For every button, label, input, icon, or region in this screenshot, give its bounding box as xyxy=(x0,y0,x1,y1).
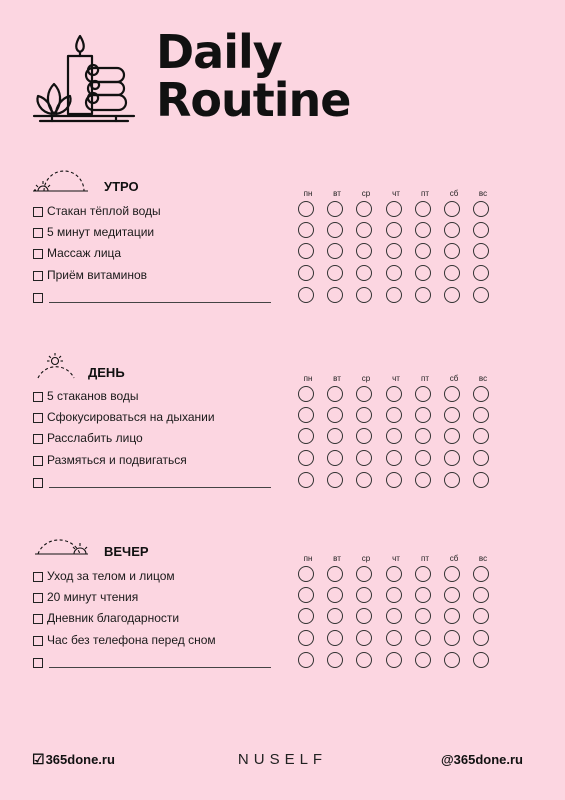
footer-handle[interactable]: @365done.ru xyxy=(440,752,523,767)
write-in-line[interactable] xyxy=(49,302,271,303)
day-circle[interactable] xyxy=(415,265,431,281)
task-row xyxy=(33,246,503,266)
task-label: Стакан тёплой воды xyxy=(47,204,161,218)
day-circle[interactable] xyxy=(327,608,343,624)
section-title-evening: ВЕЧЕР xyxy=(104,544,149,559)
day-circle[interactable] xyxy=(298,608,314,624)
section-morning xyxy=(0,165,565,305)
day-circle[interactable] xyxy=(415,407,431,423)
task-row-blank xyxy=(33,655,503,675)
task-label: Уход за телом и лицом xyxy=(47,569,175,583)
day-circle[interactable] xyxy=(327,265,343,281)
day-circle[interactable] xyxy=(327,407,343,423)
task-row-blank xyxy=(33,290,503,310)
task-checkbox[interactable] xyxy=(33,392,43,402)
day-label: пн xyxy=(303,374,313,383)
spa-illustration-icon xyxy=(30,32,140,127)
day-circle[interactable] xyxy=(386,587,402,603)
day-label: чт xyxy=(392,374,400,383)
day-circle[interactable] xyxy=(444,287,460,303)
day-circle[interactable] xyxy=(415,587,431,603)
day-circle[interactable] xyxy=(473,222,489,238)
day-circle[interactable] xyxy=(298,428,314,444)
day-circle[interactable] xyxy=(298,243,314,259)
day-circle[interactable] xyxy=(356,587,372,603)
day-circle[interactable] xyxy=(444,472,460,488)
checkmark-box-icon: ☑ xyxy=(32,751,45,767)
day-circle[interactable] xyxy=(386,652,402,668)
day-label: вс xyxy=(478,554,488,563)
day-circle[interactable] xyxy=(327,386,343,402)
day-circle[interactable] xyxy=(386,608,402,624)
day-label: сб xyxy=(449,374,459,383)
day-circle[interactable] xyxy=(444,222,460,238)
day-label: пн xyxy=(303,554,313,563)
day-circle[interactable] xyxy=(473,407,489,423)
day-header-row xyxy=(296,189,496,201)
task-checkbox[interactable] xyxy=(33,228,43,238)
task-row xyxy=(33,633,503,653)
day-circle[interactable] xyxy=(415,243,431,259)
task-checkbox[interactable] xyxy=(33,434,43,444)
task-row xyxy=(33,410,503,430)
day-circle[interactable] xyxy=(473,287,489,303)
write-in-line[interactable] xyxy=(49,487,271,488)
task-label: Сфокусироваться на дыхании xyxy=(47,410,215,424)
task-row xyxy=(33,204,503,224)
day-label: вт xyxy=(333,374,341,383)
day-circle[interactable] xyxy=(444,243,460,259)
task-label: Час без телефона перед сном xyxy=(47,633,216,647)
task-label: Расслабить лицо xyxy=(47,431,143,445)
day-circle[interactable] xyxy=(298,386,314,402)
day-circle[interactable] xyxy=(327,472,343,488)
footer-site-label: 365done.ru xyxy=(45,752,115,767)
day-circle[interactable] xyxy=(386,472,402,488)
day-header-row xyxy=(296,374,496,386)
task-row xyxy=(33,590,503,610)
task-label: 20 минут чтения xyxy=(47,590,139,604)
day-label: чт xyxy=(392,554,400,563)
task-row xyxy=(33,453,503,473)
day-circle[interactable] xyxy=(444,428,460,444)
day-label: ср xyxy=(361,374,371,383)
day-circle[interactable] xyxy=(356,287,372,303)
day-circle[interactable] xyxy=(298,587,314,603)
task-checkbox[interactable] xyxy=(33,456,43,466)
sunset-icon xyxy=(30,530,92,560)
day-circle[interactable] xyxy=(473,265,489,281)
task-label: Дневник благодарности xyxy=(47,611,180,625)
day-circle[interactable] xyxy=(356,407,372,423)
day-circle[interactable] xyxy=(356,386,372,402)
day-circle[interactable] xyxy=(415,222,431,238)
section-day xyxy=(0,350,565,490)
day-circle[interactable] xyxy=(444,608,460,624)
day-circle[interactable] xyxy=(444,386,460,402)
day-circle[interactable] xyxy=(473,608,489,624)
day-circle[interactable] xyxy=(473,566,489,582)
page-title-line1: Daily xyxy=(156,25,282,79)
task-checkbox[interactable] xyxy=(33,614,43,624)
write-in-line[interactable] xyxy=(49,667,271,668)
day-circle[interactable] xyxy=(327,652,343,668)
day-circle[interactable] xyxy=(327,428,343,444)
day-circle[interactable] xyxy=(386,450,402,466)
day-circle[interactable] xyxy=(473,201,489,217)
day-circle[interactable] xyxy=(298,450,314,466)
day-circle[interactable] xyxy=(386,428,402,444)
task-checkbox[interactable] xyxy=(33,249,43,259)
task-checkbox[interactable] xyxy=(33,478,43,488)
day-circle[interactable] xyxy=(415,201,431,217)
day-circle[interactable] xyxy=(386,630,402,646)
task-checkbox[interactable] xyxy=(33,207,43,217)
day-circle[interactable] xyxy=(444,630,460,646)
day-label: сб xyxy=(449,189,459,198)
day-circle[interactable] xyxy=(386,386,402,402)
day-circle[interactable] xyxy=(386,222,402,238)
day-circle[interactable] xyxy=(356,472,372,488)
day-circle[interactable] xyxy=(327,201,343,217)
day-circle[interactable] xyxy=(356,566,372,582)
day-circle[interactable] xyxy=(327,566,343,582)
sun-icon xyxy=(30,350,92,380)
day-circle[interactable] xyxy=(327,450,343,466)
task-label: Приём витаминов xyxy=(47,268,148,282)
task-checkbox[interactable] xyxy=(33,593,43,603)
day-circle[interactable] xyxy=(415,566,431,582)
day-circle[interactable] xyxy=(386,243,402,259)
day-label: пт xyxy=(421,554,429,563)
section-title-day: ДЕНЬ xyxy=(88,365,125,380)
day-circle[interactable] xyxy=(356,652,372,668)
day-circle[interactable] xyxy=(327,287,343,303)
day-label: вт xyxy=(333,189,341,198)
day-circle[interactable] xyxy=(415,608,431,624)
day-circle[interactable] xyxy=(298,265,314,281)
day-label: вс xyxy=(478,374,488,383)
day-circle[interactable] xyxy=(327,630,343,646)
task-row xyxy=(33,225,503,245)
task-row xyxy=(33,611,503,631)
section-evening xyxy=(0,530,565,670)
day-circle[interactable] xyxy=(415,472,431,488)
task-row xyxy=(33,569,503,589)
day-circle[interactable] xyxy=(356,201,372,217)
day-label: пт xyxy=(421,374,429,383)
task-row-blank xyxy=(33,475,503,495)
day-circle[interactable] xyxy=(444,566,460,582)
brand-logo: NUSELF xyxy=(237,751,328,768)
day-circle[interactable] xyxy=(415,450,431,466)
day-circle[interactable] xyxy=(356,608,372,624)
day-circle[interactable] xyxy=(356,243,372,259)
day-label: ср xyxy=(361,189,371,198)
day-circle[interactable] xyxy=(473,243,489,259)
task-checkbox[interactable] xyxy=(33,413,43,423)
day-label: вт xyxy=(333,554,341,563)
task-label: Размяться и подвигаться xyxy=(47,453,187,467)
day-circle[interactable] xyxy=(298,201,314,217)
day-circle[interactable] xyxy=(298,472,314,488)
day-label: вс xyxy=(478,189,488,198)
day-circle[interactable] xyxy=(473,630,489,646)
day-circle[interactable] xyxy=(327,243,343,259)
day-circle[interactable] xyxy=(473,450,489,466)
task-label: Массаж лица xyxy=(47,246,122,260)
day-circle[interactable] xyxy=(473,386,489,402)
day-circle[interactable] xyxy=(356,265,372,281)
section-title-morning: УТРО xyxy=(104,179,139,194)
day-circle[interactable] xyxy=(473,472,489,488)
day-header-row xyxy=(296,554,496,566)
day-circle[interactable] xyxy=(386,265,402,281)
day-circle[interactable] xyxy=(356,428,372,444)
day-circle[interactable] xyxy=(298,566,314,582)
day-circle[interactable] xyxy=(444,652,460,668)
day-circle[interactable] xyxy=(444,450,460,466)
day-label: чт xyxy=(392,189,400,198)
day-circle[interactable] xyxy=(415,287,431,303)
day-circle[interactable] xyxy=(327,222,343,238)
day-circle[interactable] xyxy=(473,587,489,603)
day-circle[interactable] xyxy=(444,587,460,603)
page-title xyxy=(156,25,351,127)
day-circle[interactable] xyxy=(444,407,460,423)
day-circle[interactable] xyxy=(356,630,372,646)
day-circle[interactable] xyxy=(386,201,402,217)
day-label: сб xyxy=(449,554,459,563)
day-circle[interactable] xyxy=(298,407,314,423)
task-row xyxy=(33,431,503,451)
day-circle[interactable] xyxy=(386,287,402,303)
day-circle[interactable] xyxy=(415,386,431,402)
day-circle[interactable] xyxy=(444,201,460,217)
day-circle[interactable] xyxy=(327,587,343,603)
task-label: 5 минут медитации xyxy=(47,225,155,239)
day-circle[interactable] xyxy=(356,222,372,238)
day-label: ср xyxy=(361,554,371,563)
task-checkbox[interactable] xyxy=(33,658,43,668)
day-circle[interactable] xyxy=(386,566,402,582)
day-circle[interactable] xyxy=(298,652,314,668)
day-label: пт xyxy=(421,189,429,198)
day-circle[interactable] xyxy=(298,630,314,646)
task-row xyxy=(33,268,503,288)
day-circle[interactable] xyxy=(298,287,314,303)
day-circle[interactable] xyxy=(386,407,402,423)
day-circle[interactable] xyxy=(473,652,489,668)
day-circle[interactable] xyxy=(444,265,460,281)
day-circle[interactable] xyxy=(356,450,372,466)
day-circle[interactable] xyxy=(415,630,431,646)
day-circle[interactable] xyxy=(473,428,489,444)
sunrise-icon xyxy=(30,165,92,195)
day-circle[interactable] xyxy=(415,428,431,444)
task-checkbox[interactable] xyxy=(33,636,43,646)
page-title-line2: Routine xyxy=(156,73,351,127)
task-label: 5 стаканов воды xyxy=(47,389,139,403)
task-checkbox[interactable] xyxy=(33,271,43,281)
task-row xyxy=(33,389,503,409)
day-circle[interactable] xyxy=(298,222,314,238)
day-circle[interactable] xyxy=(415,652,431,668)
task-checkbox[interactable] xyxy=(33,572,43,582)
day-label: пн xyxy=(303,189,313,198)
task-checkbox[interactable] xyxy=(33,293,43,303)
